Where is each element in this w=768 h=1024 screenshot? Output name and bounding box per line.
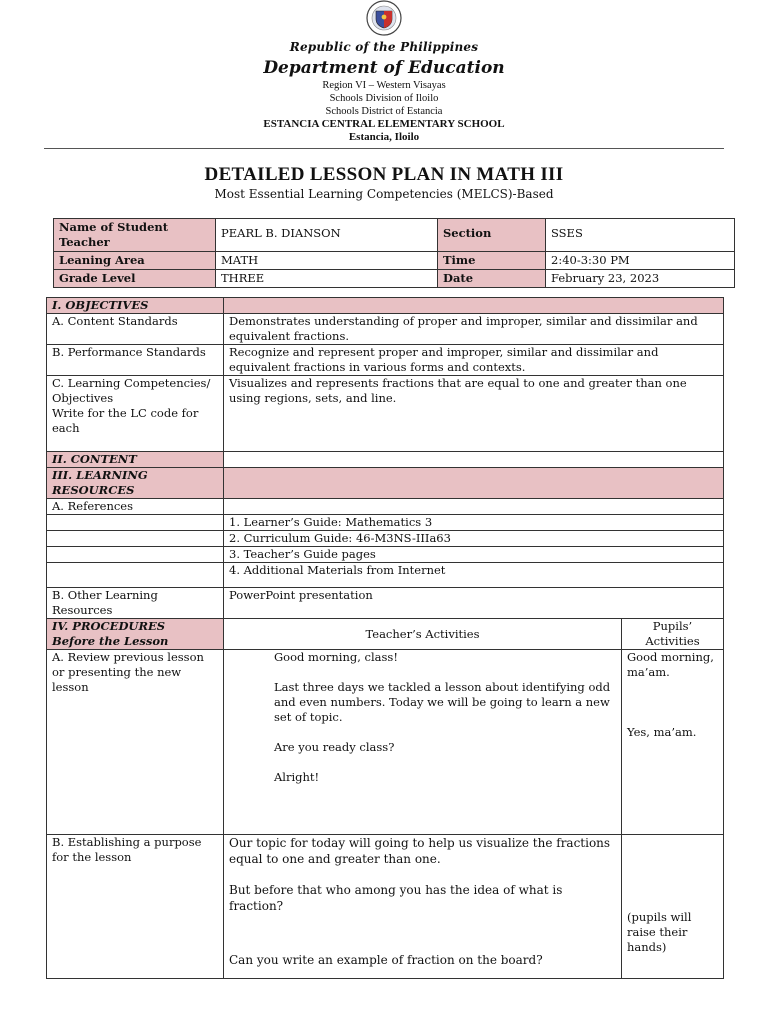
before-lesson-heading: Before the Lesson	[52, 634, 169, 648]
student-teacher-label: Name of Student Teacher	[54, 219, 216, 252]
section-value: SSES	[546, 219, 735, 252]
grade-level-label: Grade Level	[54, 270, 216, 288]
content-standards-label: A. Content Standards	[47, 314, 224, 345]
time-value: 2:40-3:30 PM	[546, 252, 735, 270]
reference-item-3: 3. Teacher’s Guide pages	[224, 547, 724, 563]
performance-standards-value: Recognize and represent proper and improper, similar and dissimilar and equivalent fractions in various forms and contexts.	[224, 345, 724, 376]
header-divider	[44, 148, 724, 149]
header-district: Schools District of Estancia	[325, 106, 443, 117]
review-teacher-line-2: Last three days we tackled a lesson about identifying odd and even numbers. Today we will be going to learn a new set of topic.	[274, 680, 611, 724]
reference-row-4-blank	[47, 563, 224, 588]
date-label: Date	[438, 270, 546, 288]
lesson-info-table	[53, 218, 735, 288]
reference-item-1: 1. Learner’s Guide: Mathematics 3	[224, 515, 724, 531]
document-subtitle: Most Essential Learning Competencies (MELCS)-Based	[214, 187, 554, 201]
header-location: Estancia, Iloilo	[348, 131, 420, 143]
header-division: Schools Division of Iloilo	[329, 93, 439, 104]
content-value	[224, 452, 724, 468]
header-school: ESTANCIA CENTRAL ELEMENTARY SCHOOL	[263, 118, 505, 130]
lesson-plan-table	[46, 297, 724, 979]
reference-item-4: 4. Additional Materials from Internet	[224, 563, 724, 588]
reference-item-2: 2. Curriculum Guide: 46-M3NS-IIIa63	[224, 531, 724, 547]
learning-competencies-label: C. Learning Competencies/Objectives	[52, 376, 211, 405]
learning-resources-heading: III. LEARNING RESOURCES	[47, 468, 224, 499]
learning-resources-heading-fill	[224, 468, 724, 499]
purpose-teacher-line-3: Can you write an example of fraction on the board?	[229, 953, 543, 967]
purpose-teacher-line-1: Our topic for today will going to help us visualize the fractions equal to one and greater than one.	[229, 836, 611, 866]
pupils-activities-heading: Pupils’ Activities	[622, 619, 724, 650]
header-republic: Republic of the Philippines	[289, 40, 479, 54]
other-resources-value: PowerPoint presentation	[224, 588, 724, 619]
review-teacher-line-4: Alright!	[274, 770, 320, 784]
learning-competencies-value: Visualizes and represents fractions that are equal to one and greater than one using regions, sets, and line.	[224, 376, 724, 452]
other-resources-label: B. Other Learning Resources	[47, 588, 224, 619]
reference-row-1-blank	[47, 515, 224, 531]
document-title: DETAILED LESSON PLAN IN MATH III	[204, 164, 564, 185]
review-lesson-label: A. Review previous lesson or presenting the new lesson	[47, 650, 224, 835]
references-label: A. References	[47, 499, 224, 515]
deped-seal-logo	[356, 0, 412, 40]
date-value: February 23, 2023	[546, 270, 735, 288]
header-region: Region VI – Western Visayas	[322, 80, 446, 91]
reference-row-2-blank	[47, 531, 224, 547]
objectives-heading: I. OBJECTIVES	[47, 298, 224, 314]
reference-row-3-blank	[47, 547, 224, 563]
purpose-pupil-line-1: (pupils will raise their hands)	[627, 910, 692, 954]
grade-level-value: THREE	[216, 270, 438, 288]
objectives-heading-fill	[224, 298, 724, 314]
references-value	[224, 499, 724, 515]
procedures-heading-cell	[47, 619, 224, 650]
learning-area-label: Leaning Area	[54, 252, 216, 270]
review-teacher-line-1: Good morning, class!	[274, 650, 398, 664]
learning-competencies-note: Write for the LC code for each	[52, 406, 199, 435]
purpose-teacher-activities	[224, 835, 622, 979]
purpose-pupils-activities	[622, 835, 724, 979]
learning-area-value: MATH	[216, 252, 438, 270]
teacher-activities-heading: Teacher’s Activities	[224, 619, 622, 650]
establishing-purpose-label: B. Establishing a purpose for the lesson	[47, 835, 224, 979]
student-teacher-value: PEARL B. DIANSON	[216, 219, 438, 252]
time-label: Time	[438, 252, 546, 270]
review-teacher-activities	[224, 650, 622, 835]
content-standards-value: Demonstrates understanding of proper and improper, similar and dissimilar and equivalent fractions.	[224, 314, 724, 345]
header-department: Department of Education	[263, 58, 505, 78]
procedures-heading: IV. PROCEDURES	[52, 619, 166, 633]
performance-standards-label: B. Performance Standards	[47, 345, 224, 376]
review-pupils-activities	[622, 650, 724, 835]
document-header	[0, 40, 768, 144]
purpose-teacher-line-2: But before that who among you has the idea of what is fraction?	[229, 883, 563, 913]
review-pupil-line-2: Yes, ma’am.	[627, 725, 697, 739]
review-pupil-line-1: Good morning, ma’am.	[627, 650, 714, 679]
review-teacher-line-3: Are you ready class?	[274, 740, 395, 754]
content-heading: II. CONTENT	[47, 452, 224, 468]
section-label: Section	[438, 219, 546, 252]
learning-competencies-cell	[47, 376, 224, 452]
